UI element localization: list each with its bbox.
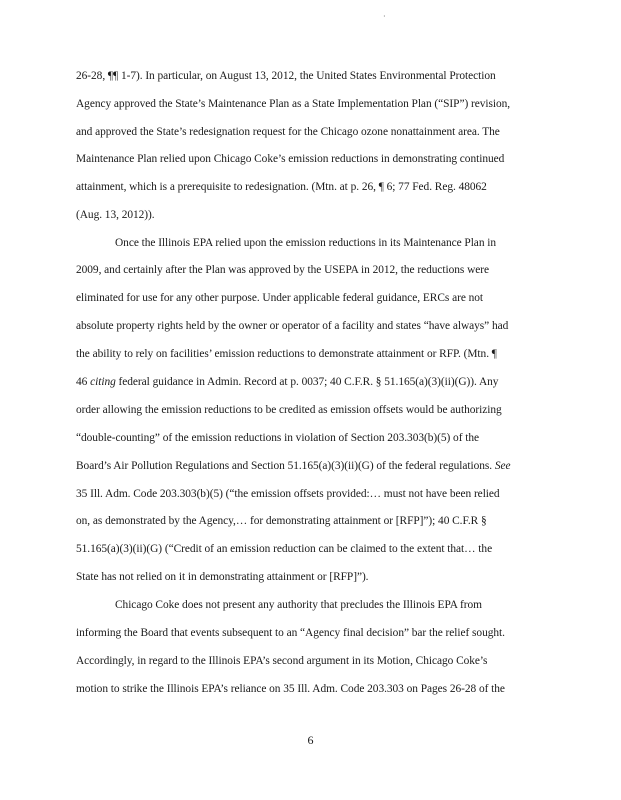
text-line: order allowing the emission reductions to be credited as emission offsets would be authorizing	[76, 404, 502, 416]
text-line: State has not relied on it in demonstrating attainment or [RFP]”).	[76, 571, 369, 583]
text-line: 2009, and certainly after the Plan was approved by the USEPA in 2012, the reductions were	[76, 264, 490, 276]
text-line: the ability to rely on facilities’ emission reductions to demonstrate attainment or RFP. (Mtn. ¶	[76, 348, 497, 360]
text-line: on, as demonstrated by the Agency,… for demonstrating attainment or [RFP]”); 40 C.F.R §	[76, 515, 487, 527]
page-number: 6	[307, 733, 314, 747]
text-line: 46 citing federal guidance in Admin. Record at p. 0037; 40 C.F.R. § 51.165(a)(3)(ii)(G)). Any	[76, 376, 499, 388]
text-line: 26-28, ¶¶ 1-7). In particular, on August 13, 2012, the United States Environmental Protection	[76, 70, 496, 82]
text-line: “double-counting” of the emission reductions in violation of Section 203.303(b)(5) of the	[76, 432, 479, 444]
text-line: informing the Board that events subsequent to an “Agency final decision” bar the relief sought.	[76, 627, 505, 639]
text-line: Once the Illinois EPA relied upon the emission reductions in its Maintenance Plan in	[115, 237, 497, 249]
text-line: (Aug. 13, 2012)).	[76, 209, 155, 221]
text-line: and approved the State’s redesignation request for the Chicago ozone nonattainment area. The	[76, 126, 500, 138]
text-line: eliminated for use for any other purpose. Under applicable federal guidance, ERCs are not	[76, 292, 484, 304]
text-line: Board’s Air Pollution Regulations and Section 51.165(a)(3)(ii)(G) of the federal regulations. See	[76, 460, 511, 472]
text-line: Agency approved the State’s Maintenance Plan as a State Implementation Plan (“SIP”) revision,	[76, 98, 511, 110]
text-line: absolute property rights held by the owner or operator of a facility and states “have always” had	[76, 320, 509, 332]
text-line: 51.165(a)(3)(ii)(G) (“Credit of an emission reduction can be claimed to the extent that… the	[76, 543, 493, 555]
text-line: Maintenance Plan relied upon Chicago Coke’s emission reductions in demonstrating continued	[76, 153, 505, 165]
text-line: Accordingly, in regard to the Illinois EPA’s second argument in its Motion, Chicago Coke’s	[76, 655, 488, 667]
text-line: 35 Ill. Adm. Code 203.303(b)(5) (“the emission offsets provided:… must not have been relied	[76, 488, 500, 500]
scan-mark: ·	[383, 12, 386, 21]
text-line: motion to strike the Illinois EPA’s reliance on 35 Ill. Adm. Code 203.303 on Pages 26-28 of the	[76, 683, 505, 695]
text-line: attainment, which is a prerequisite to redesignation. (Mtn. at p. 26, ¶ 6; 77 Fed. Reg. 48062	[76, 181, 487, 193]
text-line: Chicago Coke does not present any authority that precludes the Illinois EPA from	[115, 599, 482, 611]
